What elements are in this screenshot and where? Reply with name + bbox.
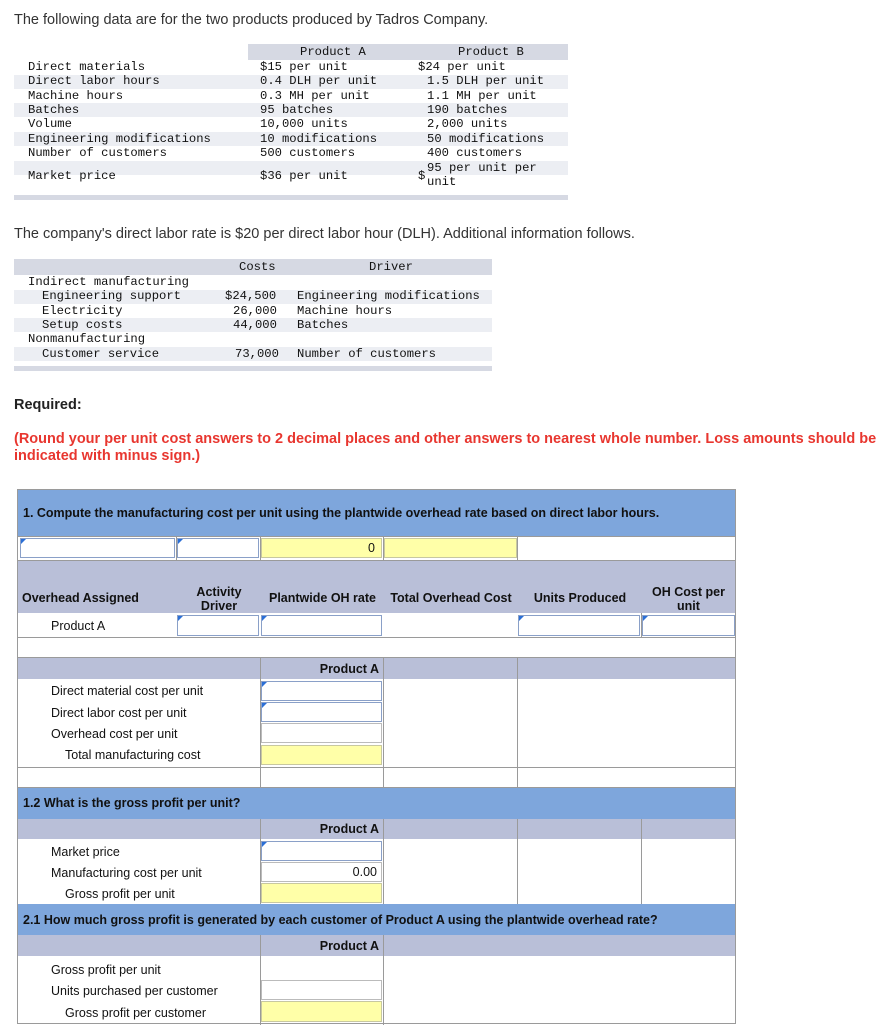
cost-row-driver: Batches <box>297 318 349 332</box>
cost-row-driver: Engineering modifications <box>297 289 480 303</box>
units-produced-input[interactable] <box>518 615 640 636</box>
cost-row-amount: 44,000 <box>233 318 277 332</box>
product-row-label: Machine hours <box>28 88 124 103</box>
product-a-value: 500 customers <box>260 146 356 161</box>
col-costs: Costs <box>239 260 276 274</box>
question-2-1: 2.1 How much gross profit is generated by each customer of Product A using the plantwide overhead rate? <box>23 913 658 927</box>
product-row-label: Direct materials <box>28 60 146 74</box>
hdr-activity-driver: Activity Driver <box>196 585 242 613</box>
product-a-value: 0.3 MH per unit <box>260 88 370 103</box>
product-b-value: 1.5 DLH per unit <box>427 74 545 89</box>
market-price-b-line2: unit <box>427 175 457 189</box>
cost-line-label: Overhead cost per unit <box>51 727 178 741</box>
hdr-oh-cost-per-unit: OH Cost per unit <box>652 585 725 613</box>
required-heading: Required: <box>14 397 82 413</box>
product-a-value: 0.4 DLH per unit <box>260 74 378 89</box>
customer-service-cost: 73,000 <box>235 347 279 361</box>
col-driver: Driver <box>369 260 413 274</box>
product-a-label: Product A <box>51 619 106 633</box>
cost-row-driver: Machine hours <box>297 303 393 318</box>
gp-line-label: Gross profit per unit <box>65 887 175 901</box>
activity-driver-input[interactable] <box>177 615 259 636</box>
cost-row-label: Engineering support <box>42 289 181 303</box>
cost-row-amount: 26,000 <box>233 303 277 318</box>
total-mfg-cost-result <box>261 745 382 765</box>
hdr-total-overhead: Total Overhead Cost <box>390 591 512 605</box>
col-product-a-gp: Product A <box>319 822 379 836</box>
question-1: 1. Compute the manufacturing cost per unit using the plantwide overhead rate based on direct labor hours. <box>23 506 660 520</box>
market-price-input[interactable] <box>261 841 382 861</box>
units-per-customer-input[interactable] <box>261 980 382 1000</box>
cost-row-label: Electricity <box>42 303 123 318</box>
cost-line-label: Direct labor cost per unit <box>51 706 187 720</box>
formula-input-2[interactable] <box>177 538 259 558</box>
plantwide-rate-input[interactable] <box>261 615 382 636</box>
nonmanufacturing-label: Nonmanufacturing <box>28 332 146 346</box>
gross-profit-per-unit-result <box>261 883 382 903</box>
col-product-a: Product A <box>300 45 366 59</box>
gp-line-label: Market price <box>51 845 120 859</box>
market-price-label: Market price <box>28 169 116 183</box>
overhead-cost-input[interactable] <box>261 723 382 743</box>
col-product-b: Product B <box>458 45 524 59</box>
market-price-b-dollar: $ <box>418 169 426 183</box>
indirect-label: Indirect manufacturing <box>28 275 189 289</box>
products-table <box>14 44 568 201</box>
product-row-label: Volume <box>28 117 72 132</box>
mfg-cost-per-unit-value: 0.00 <box>352 865 377 879</box>
market-price-a: $36 per unit <box>260 169 348 183</box>
mfg-cost-per-unit-field <box>261 862 382 882</box>
customer-service-label: Customer service <box>42 347 160 361</box>
hdr-overhead-assigned: Overhead Assigned <box>22 591 139 605</box>
customer-line-label: Gross profit per customer <box>65 1006 207 1020</box>
product-row-label: Direct labor hours <box>28 74 160 89</box>
product-b-value: $24 per unit <box>418 60 506 74</box>
col-product-a-cost: Product A <box>319 662 379 676</box>
customer-service-driver: Number of customers <box>297 347 436 361</box>
product-b-value: 190 batches <box>427 103 508 118</box>
hdr-units-produced: Units Produced <box>533 591 627 605</box>
product-a-value: 95 batches <box>260 103 334 118</box>
product-a-value: 10 modifications <box>260 131 378 146</box>
intro-text: The following data are for the two products produced by Tadros Company. <box>14 12 489 28</box>
cost-line-label: Direct material cost per unit <box>51 684 204 698</box>
plantwide-rate-value: 0 <box>368 541 375 555</box>
cost-row-amount: $24,500 <box>225 289 277 303</box>
direct-material-input[interactable] <box>261 681 382 701</box>
market-price-b-line1: 95 per unit per <box>427 161 537 175</box>
formula-result-2 <box>384 538 517 558</box>
gross-profit-per-customer-result <box>261 1001 382 1022</box>
product-b-value: 50 modifications <box>427 131 545 146</box>
customer-line-label: Units purchased per customer <box>51 984 218 998</box>
product-row-label: Engineering modifications <box>28 131 211 146</box>
product-b-value: 1.1 MH per unit <box>427 88 537 103</box>
col-product-a-cust: Product A <box>319 939 379 953</box>
labor-rate-text: The company's direct labor rate is $20 per direct labor hour (DLH). Additional information follows. <box>14 226 635 242</box>
hdr-plantwide-rate: Plantwide OH rate <box>269 591 376 605</box>
plantwide-rate-result <box>261 538 382 558</box>
oh-cost-per-unit-input[interactable] <box>642 615 735 636</box>
rounding-note: (Round your per unit cost answers to 2 decimal places and other answers to nearest whole number. Loss amounts should be indicated with minus sign.) <box>14 431 877 464</box>
formula-input-1[interactable] <box>20 538 175 558</box>
product-b-value: 2,000 units <box>427 117 508 132</box>
worksheet <box>17 489 736 1024</box>
cost-row-label: Setup costs <box>42 318 123 332</box>
cost-line-label: Total manufacturing cost <box>65 748 201 762</box>
product-row-label: Batches <box>28 103 80 118</box>
product-a-value: 10,000 units <box>260 117 348 132</box>
product-b-value: 400 customers <box>427 146 523 161</box>
costs-table <box>14 259 492 373</box>
customer-line-label: Gross profit per unit <box>51 963 161 977</box>
product-row-label: Number of customers <box>28 146 167 161</box>
question-1-2: 1.2 What is the gross profit per unit? <box>23 796 241 810</box>
product-a-value: $15 per unit <box>260 60 348 74</box>
gp-line-label: Manufacturing cost per unit <box>51 866 202 880</box>
direct-labor-input[interactable] <box>261 702 382 722</box>
